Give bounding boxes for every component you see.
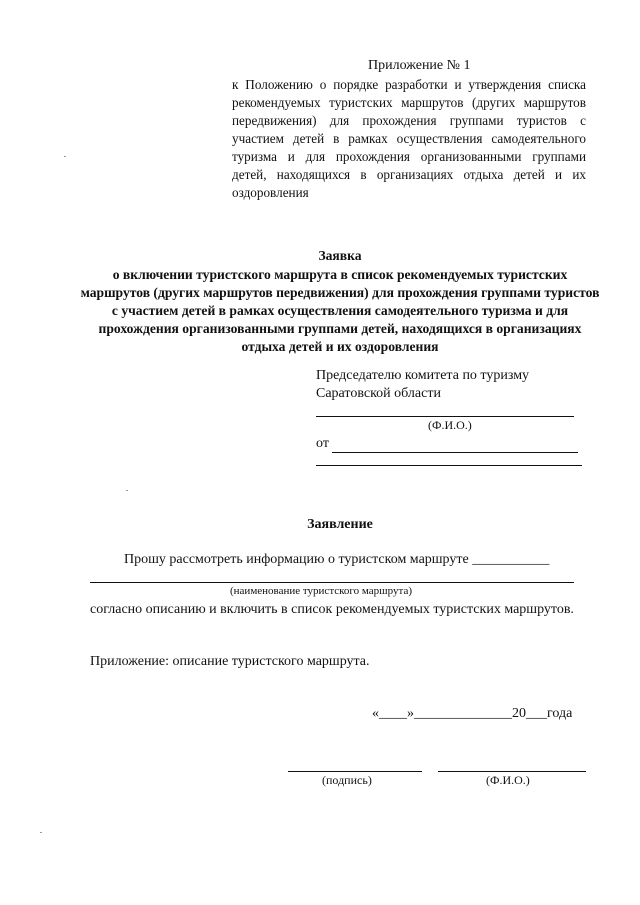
according-text: согласно описанию и включить в список рекомендуемых туристских маршрутов.: [90, 602, 574, 617]
date-line: «____»______________20___года: [372, 706, 573, 721]
signature-caption: (подпись): [322, 773, 372, 787]
addressee-fio-caption: (Ф.И.О.): [428, 418, 472, 432]
appendix-text: Приложение: описание туристского маршрута.: [90, 654, 370, 669]
statement-title: Заявление: [307, 517, 373, 532]
addressee-line-1: Председателю комитета по туризму: [316, 368, 530, 383]
from-line-2: [316, 465, 582, 466]
from-line: [332, 452, 578, 453]
signature-fio-caption: (Ф.И.О.): [486, 773, 530, 787]
signature-fio-line: [438, 771, 586, 772]
scan-speck: [40, 832, 42, 833]
annex-title: Приложение № 1: [368, 58, 471, 73]
scan-speck: [64, 156, 66, 157]
request-text: Прошу рассмотреть информацию о туристском маршруте ___________: [124, 552, 550, 567]
route-name-caption: (наименование туристского маршрута): [230, 585, 412, 597]
signature-line: [288, 771, 422, 772]
from-label: от: [316, 436, 329, 451]
scan-speck: [126, 490, 128, 491]
route-name-line: [90, 582, 574, 583]
addressee-fio-line: [316, 416, 574, 417]
annex-body: к Положению о порядке разработки и утверждения списка рекомендуемых туристских маршрутов (других маршрутов передвижения) для прохождения группами туристов с участием детей в рамках осуществления самодеятельного туризма и для прохождения организованными группами детей, находящихся в организациях отдыха детей и их оздоровления: [232, 77, 586, 200]
application-title: Заявка: [318, 248, 362, 263]
addressee-line-2: Саратовской области: [316, 386, 441, 401]
application-subtitle: о включении туристского маршрута в список рекомендуемых туристских маршрутов (других маршрутов передвижения) для прохождения группами туристов с участием детей в рамках осуществления самодеятельного туризма и для прохождения организованными группами детей, находящихся в организациях отдыха детей и их оздоровления: [80, 267, 600, 354]
